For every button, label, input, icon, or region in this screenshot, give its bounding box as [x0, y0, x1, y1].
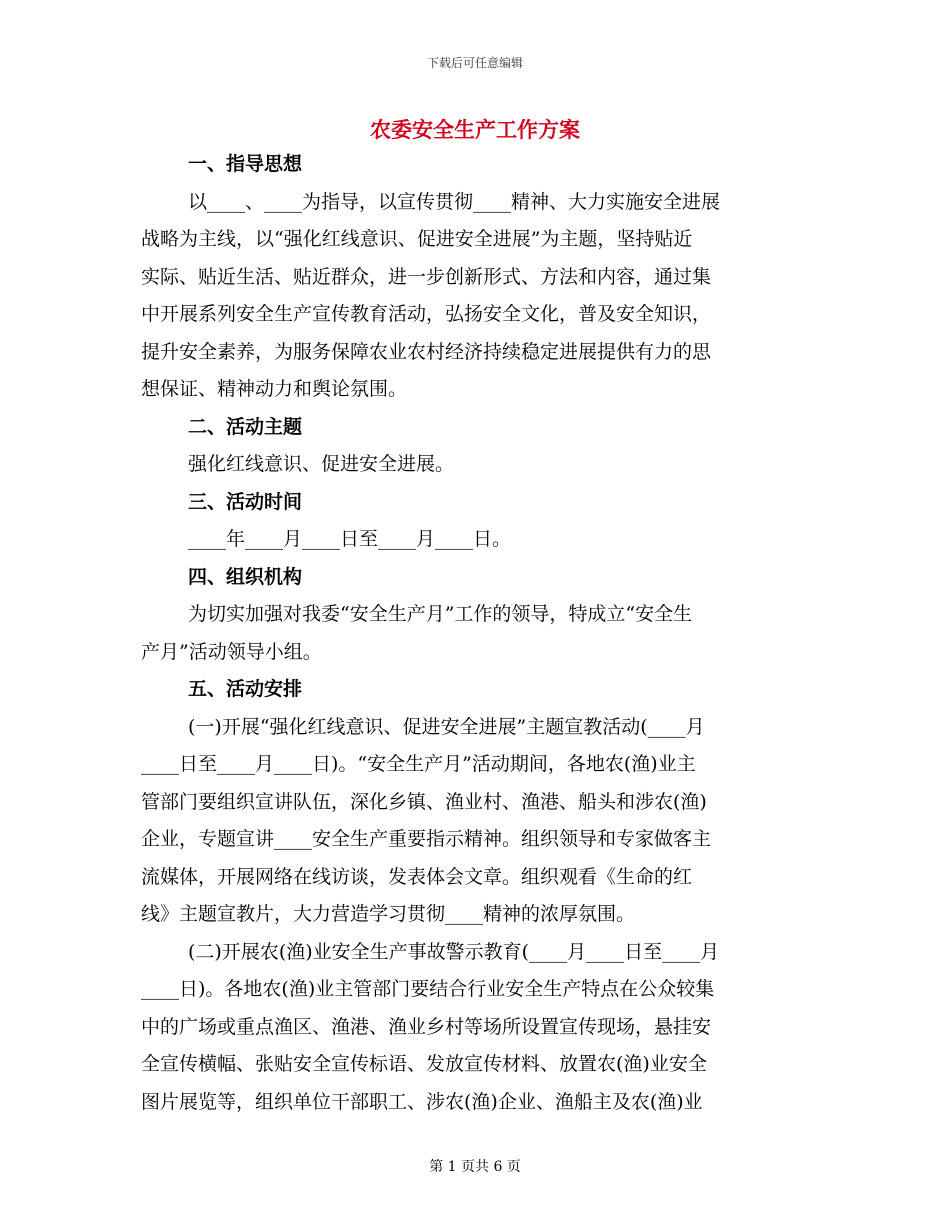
body-line: 战略为主线，以“强化红线意识、促进安全进展”为主题，坚持贴近 [141, 228, 693, 250]
page-footer: 第 1 页共 6 页 [429, 1159, 521, 1175]
body-line: 强化红线意识、促进安全进展。 [188, 453, 455, 475]
section-heading: 五、活动安排 [188, 678, 303, 700]
body-line: ____年____月____日至____月____日。 [188, 528, 512, 550]
body-line: 中开展系列安全生产宣传教育活动，弘扬安全文化，普及安全知识， [141, 303, 712, 325]
section-heading: 三、活动时间 [188, 490, 303, 513]
body-line: 企业，专题宣讲____安全生产重要指示精神。组织领导和专家做客主 [141, 828, 712, 850]
body-line: 流媒体，开展网络在线访谈，发表体会文章。组织观看《生命的红 [141, 865, 693, 888]
body-line: 中的广场或重点渔区、渔港、渔业乡村等场所设置宣传现场，悬挂安 [141, 1015, 712, 1038]
body-line: 产月”活动领导小组。 [141, 640, 322, 663]
body-line: 全宣传横幅、张贴安全宣传标语、发放宣传材料、放置农(渔)业安全 [141, 1053, 707, 1075]
body-line: 线》主题宣教片，大力营造学习贯彻____精神的浓厚氛围。 [141, 903, 636, 925]
body-line: 为切实加强对我委“安全生产月”工作的领导，特成立“安全生 [188, 603, 693, 625]
body-line: ____日)。各地农(渔)业主管部门要结合行业安全生产特点在公众较集 [141, 978, 715, 1000]
section-heading: 二、活动主题 [188, 415, 303, 438]
body-line: 以____、____为指导，以宣传贯彻____精神、大力实施安全进展 [188, 190, 721, 213]
body-line: 实际、贴近生活、贴近群众，进一步创新形式、方法和内容，通过集 [141, 265, 712, 288]
body-line: 提升安全素养，为服务保障农业农村经济持续稳定进展提供有力的思 [141, 340, 712, 363]
body-line: 管部门要组织宣讲队伍，深化乡镇、渔业村、渔港、船头和涉农(渔) [141, 790, 707, 813]
body-line: ____日至____月____日)。“安全生产月”活动期间，各地农(渔)业主 [141, 753, 696, 775]
body-line: 想保证、精神动力和舆论氛围。 [141, 378, 408, 400]
body-line: 图片展览等，组织单位干部职工、涉农(渔)企业、渔船主及农(渔)业 [141, 1090, 703, 1113]
body-line: (二)开展农(渔)业安全生产事故警示教育(____月____日至____月 [188, 940, 720, 963]
body-line: (一)开展“强化红线意识、促进安全进展”主题宣教活动(____月 [188, 715, 705, 738]
section-heading: 一、指导思想 [188, 153, 303, 175]
document-title: 农委安全生产工作方案 [370, 117, 580, 142]
page-header: 下载后可任意编辑 [426, 56, 523, 70]
section-heading: 四、组织机构 [188, 565, 303, 588]
document-body [141, 146, 801, 1121]
